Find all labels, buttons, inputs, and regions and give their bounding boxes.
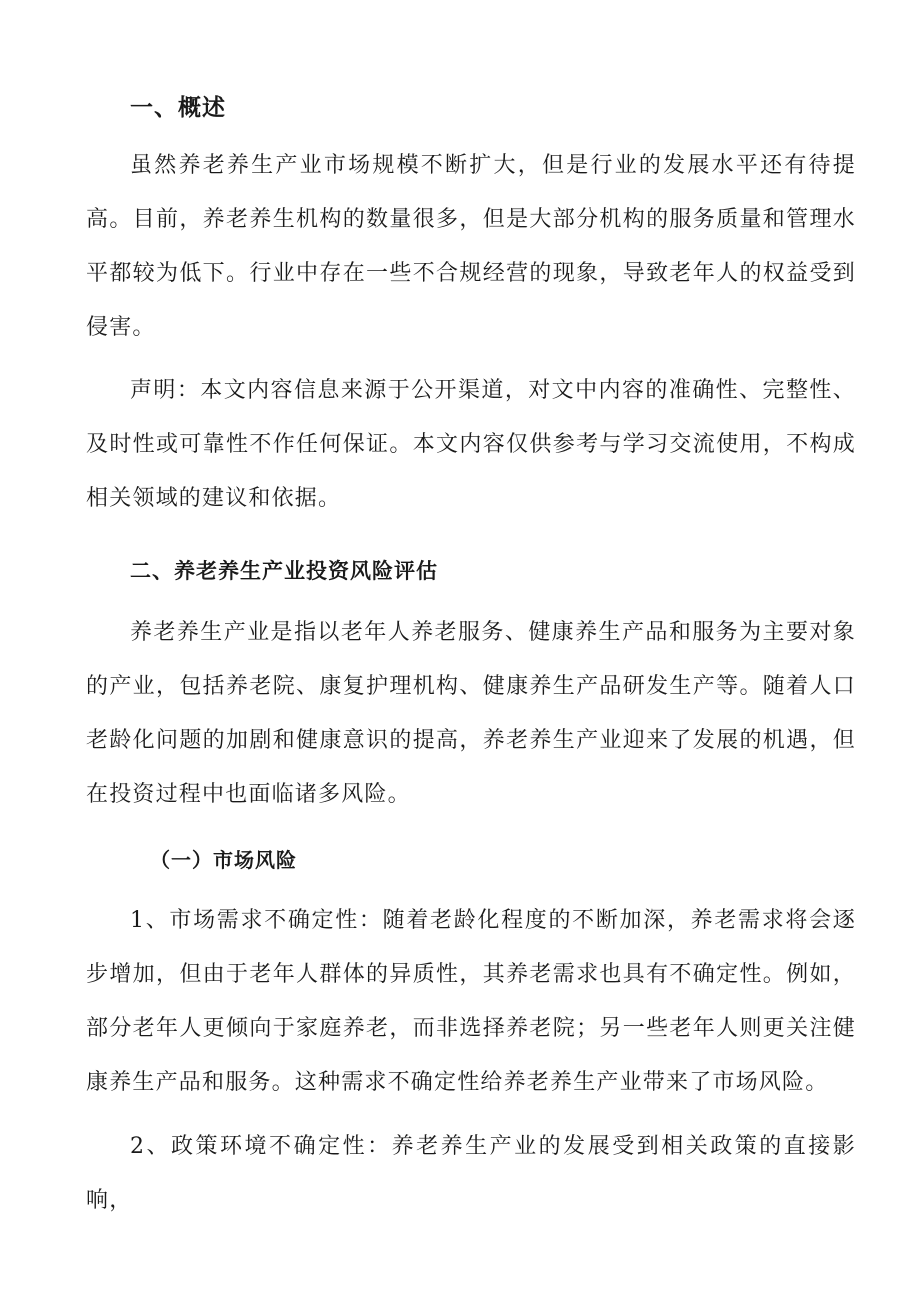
disclaimer-paragraph: 声明：本文内容信息来源于公开渠道，对文中内容的准确性、完整性、及时性或可靠性不作任何保证。本文内容仅供参考与学习交流使用，不构成相关领域的建议和依据。 <box>86 378 856 511</box>
risk-assessment-paragraph: 养老养生产业是指以老年人养老服务、健康养生产品和服务为主要对象的产业，包括养老院、康复护理机构、健康养生产品研发生产等。随着人口老龄化问题的加剧和健康意识的提高，养老养生产业迎来了发展的机遇，但在投资过程中也面临诸多风险。 <box>86 620 856 807</box>
subsection-heading-market-risk: （一）市场风险 <box>150 848 297 872</box>
list-item-policy-environment: 2、政策环境不确定性：养老养生产业的发展受到相关政策的直接影响， <box>86 1134 856 1213</box>
list-item-market-demand: 1、市场需求不确定性：随着老龄化程度的不断加深，养老需求将会逐步增加，但由于老年人群体的异质性，其养老需求也具有不确定性。例如，部分老年人更倾向于家庭养老，而非选择养老院；另一些老年人则更关注健康养生产品和服务。这种需求不确定性给养老养生产业带来了市场风险。 <box>86 908 856 1095</box>
overview-paragraph: 虽然养老养生产业市场规模不断扩大，但是行业的发展水平还有待提高。目前，养老养生机构的数量很多，但是大部分机构的服务质量和管理水平都较为低下。行业中存在一些不合规经营的现象，导致老年人的权益受到侵害。 <box>86 153 856 340</box>
section-heading-overview: 一、概述 <box>130 94 226 121</box>
section-heading-risk-assessment: 二、养老养生产业投资风险评估 <box>130 558 438 583</box>
